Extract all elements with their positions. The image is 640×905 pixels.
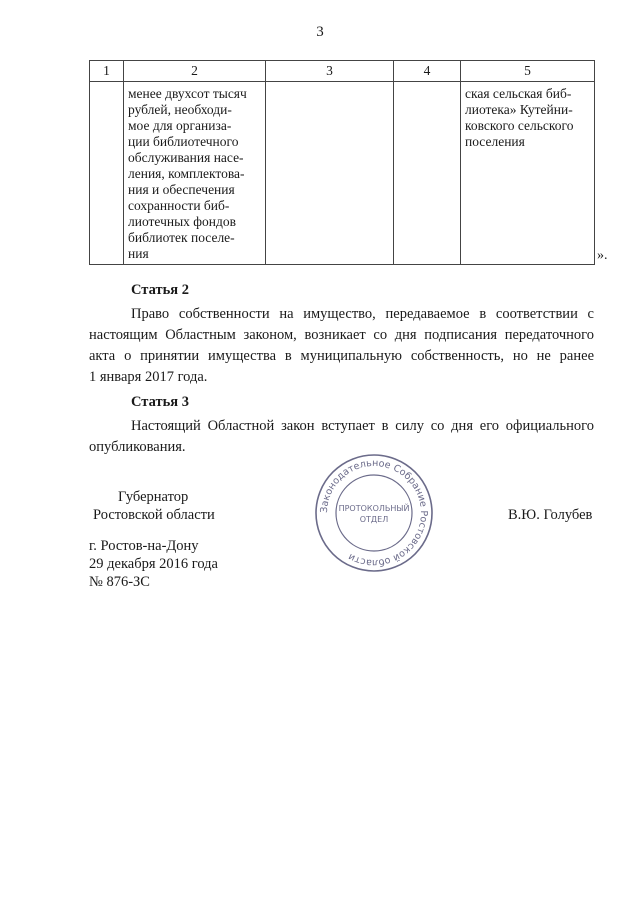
cell-line: лиотечных фондов [128,214,237,229]
cell-line: поселения [465,134,525,149]
text-line: Настоящий Областной закон вступает в силу со дня его официального [131,418,594,434]
text-line: 1 января 2017 года. [89,369,208,385]
table-row [90,82,595,265]
cell-line: менее двухсот тысяч [128,86,247,101]
article-2-title: Статья 2 [131,282,189,298]
stamp-inner-line2: ОТДЕЛ [359,515,389,524]
signatory-title-line2: Ростовской области [93,507,215,523]
place-city: г. Ростов-на-Дону [89,538,199,554]
cell-line: рублей, необходи- [128,102,232,117]
table-header-cell: 2 [124,61,266,82]
article-3-title: Статья 3 [131,394,189,410]
cell-line: ская сельская биб- [465,86,572,101]
table-cell-col3 [266,82,394,265]
cell-line: лиотека» Кутейни- [465,102,573,117]
cell-line: мое для организа- [128,118,232,133]
cell-line: ления, комплектова- [128,166,245,181]
table-cell-col1 [90,82,124,265]
stamp-outer-text-path: Законодательное Собрание Ростовской области [318,457,430,569]
article-2-text [89,304,594,388]
stamp-inner-ring [336,475,412,551]
table-header-cell: 5 [461,61,595,82]
signatory-name: В.Ю. Голубев [508,507,593,523]
table-cell-col4 [394,82,461,265]
signatory-title-line1: Губернатор [118,489,189,505]
page-number: 3 [316,24,324,40]
place-date-block [89,537,218,591]
cell-line: ковского сельского [465,118,574,133]
official-stamp [313,452,435,574]
text-line: Право собственности на имущество, передаваемое в соответствии с [131,306,594,322]
cell-line: библиотек поселе- [128,230,235,245]
cell-line: ния и обеспечения [128,182,235,197]
closing-quote: ». [597,248,608,263]
cell-line: сохранности биб- [128,198,230,213]
cell-line: ции библиотечного [128,134,239,149]
text-line: настоящим Областным законом, возникает со дня подписания передаточного [89,327,594,343]
text-line: акта о принятии имущества в муниципальную собственность, но не ранее [89,348,594,364]
document-number: № 876-ЗС [89,574,150,590]
stamp-inner-line1: ПРОТОКОЛЬНЫЙ [338,504,410,513]
table-cell-col2 [124,82,266,265]
cell-line: обслуживания насе- [128,150,244,165]
stamp-outer-ring [316,455,432,571]
table-header-row [90,61,595,82]
table-header-cell: 1 [90,61,124,82]
table-cell-col5 [461,82,595,265]
cell-line: ния [128,246,149,261]
text-line: опубликования. [89,439,186,455]
table-header-cell: 3 [266,61,394,82]
table-header-cell: 4 [394,61,461,82]
document-table [89,60,595,265]
document-date: 29 декабря 2016 года [89,556,218,572]
